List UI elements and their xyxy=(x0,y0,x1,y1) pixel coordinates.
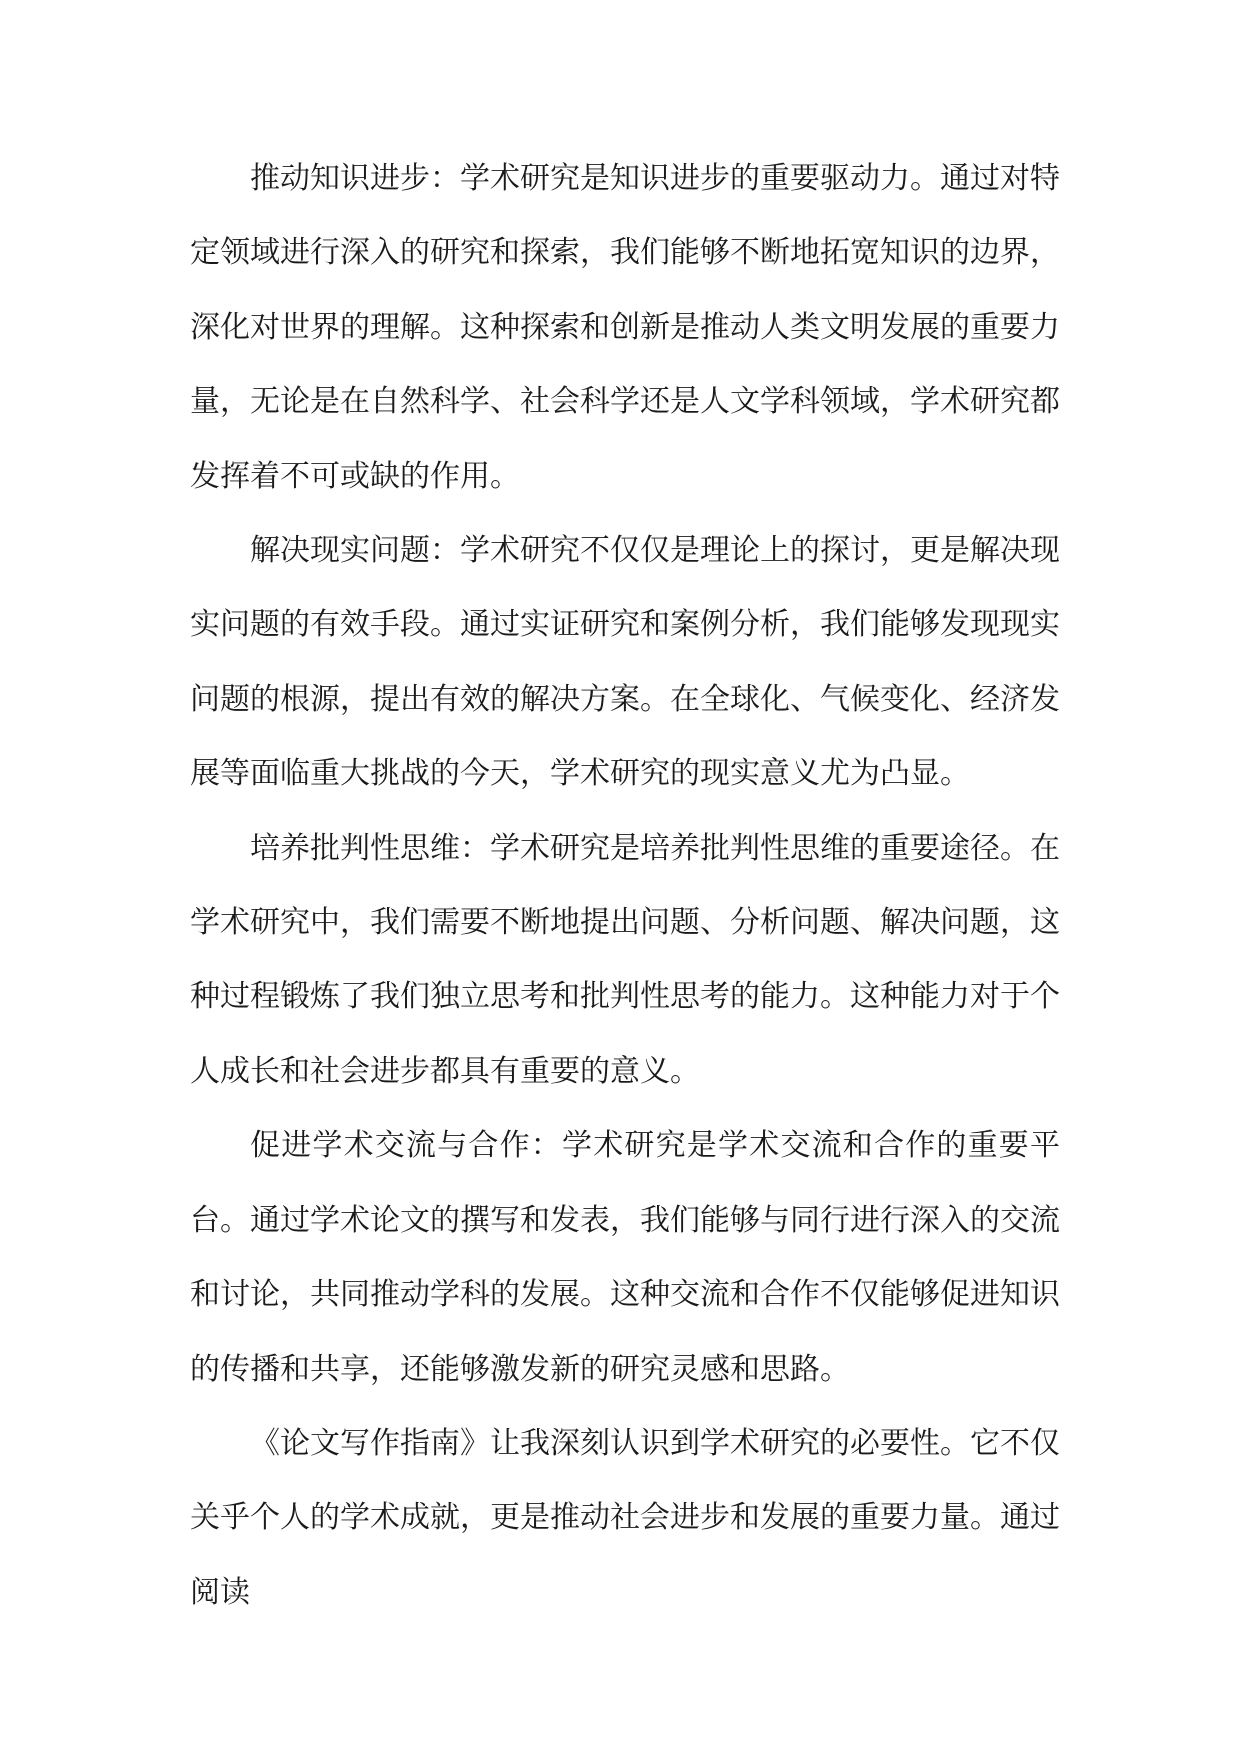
paragraph-writing-guide: 《论文写作指南》让我深刻认识到学术研究的必要性。它不仅关乎个人的学术成就，更是推动社会进步和发展的重要力量。通过阅读 xyxy=(190,1425,1060,1610)
paragraph-academic-exchange: 促进学术交流与合作：学术研究是学术交流和合作的重要平台。通过学术论文的撰写和发表，我们能够与同行进行深入的交流和讨论，共同推动学科的发展。这种交流和合作不仅能够促进知识的传播和共享，还能够激发新的研究灵感和思路。 xyxy=(190,1128,1060,1387)
paragraph-advance-knowledge: 推动知识进步：学术研究是知识进步的重要驱动力。通过对特定领域进行深入的研究和探索，我们能够不断地拓宽知识的边界，深化对世界的理解。这种探索和创新是推动人类文明发展的重要力量，无论是在自然科学、社会科学还是人文学科领域，学术研究都发挥着不可或缺的作用。 xyxy=(190,161,1060,494)
document-body xyxy=(190,142,1060,1630)
paragraph-solve-real-problems: 解决现实问题：学术研究不仅仅是理论上的探讨，更是解决现实问题的有效手段。通过实证研究和案例分析，我们能够发现现实问题的根源，提出有效的解决方案。在全球化、气候变化、经济发展等面临重大挑战的今天，学术研究的现实意义尤为凸显。 xyxy=(190,533,1060,792)
paragraph-critical-thinking: 培养批判性思维：学术研究是培养批判性思维的重要途径。在学术研究中，我们需要不断地提出问题、分析问题、解决问题，这种过程锻炼了我们独立思考和批判性思考的能力。这种能力对于个人成长和社会进步都具有重要的意义。 xyxy=(190,830,1060,1089)
